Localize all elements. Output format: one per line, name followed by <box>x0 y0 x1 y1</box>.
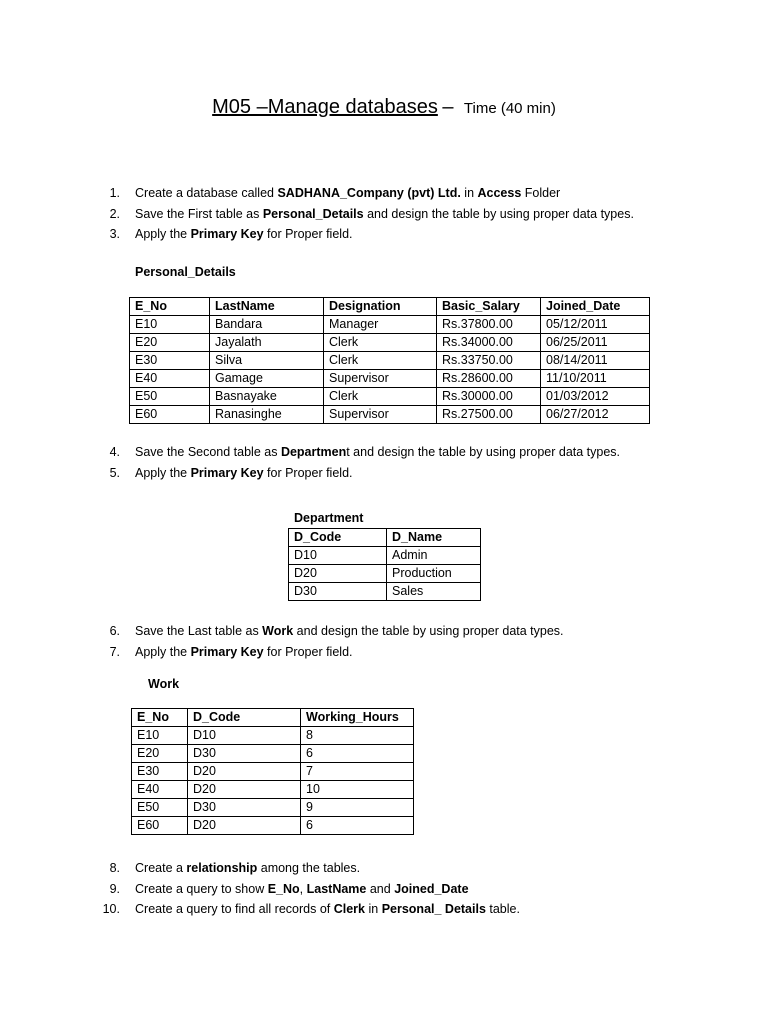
step-text-part: Create a <box>135 861 187 875</box>
table-row <box>130 370 650 388</box>
step-text-bold: relationship <box>186 861 258 875</box>
document-title <box>0 96 768 119</box>
step-text-part: Create a database called <box>135 186 278 200</box>
table-row <box>289 565 481 583</box>
step-text-part: Create a query to find all records of <box>135 902 334 916</box>
table-row <box>289 583 481 601</box>
work-cell: E40 <box>132 781 188 799</box>
step-number: 8. <box>109 861 120 875</box>
table-row <box>289 547 481 565</box>
step-text-part: Apply the <box>135 465 191 480</box>
step-number: 10. <box>102 902 120 916</box>
work-header-cell: Working_Hours <box>301 709 414 727</box>
personal-details-cell: Ranasinghe <box>210 406 324 424</box>
personal-details-cell: Clerk <box>324 352 437 370</box>
department-cell: D20 <box>289 565 387 583</box>
step-text-bold: Primary Key <box>190 465 264 480</box>
step-text <box>135 621 564 642</box>
step-number: 1. <box>109 186 120 200</box>
steps-list-2 <box>100 442 620 483</box>
step-text-bold: Personal_ Details <box>381 902 486 916</box>
step-number: 4. <box>109 445 120 459</box>
table-row <box>130 388 650 406</box>
work-caption: Work <box>148 677 180 691</box>
table-row <box>132 799 414 817</box>
step-text-bold: Primary Key <box>190 644 264 659</box>
personal-details-cell: E50 <box>130 388 210 406</box>
personal-details-cell: Manager <box>324 316 437 334</box>
step-text-part: t and design the table by using proper data types. <box>346 445 621 459</box>
work-header-cell: E_No <box>132 709 188 727</box>
step-text-bold: E_No <box>267 881 300 896</box>
department-cell: Production <box>387 565 481 583</box>
title-time: Time (40 min) <box>463 100 556 117</box>
work-header-cell: D_Code <box>188 709 301 727</box>
step-item <box>100 224 634 245</box>
personal-details-header-row <box>130 298 650 316</box>
step-text <box>135 463 353 484</box>
step-item <box>100 621 564 642</box>
personal-details-cell: Jayalath <box>210 334 324 352</box>
personal-details-cell: Clerk <box>324 388 437 406</box>
department-header-row <box>289 529 481 547</box>
table-row <box>130 334 650 352</box>
step-text-part: Apply the <box>135 644 191 659</box>
step-text-bold: Departmen <box>280 445 347 459</box>
work-cell: 10 <box>301 781 414 799</box>
step-number: 5. <box>109 465 120 480</box>
step-text-part: and design the table by using proper data types. <box>363 206 634 221</box>
step-text <box>135 224 353 245</box>
work-cell: 8 <box>301 727 414 745</box>
work-cell: D20 <box>188 781 301 799</box>
step-item <box>100 204 634 225</box>
work-cell: 6 <box>301 745 414 763</box>
step-text-bold: Primary Key <box>190 227 264 241</box>
work-cell: E10 <box>132 727 188 745</box>
step-text-part: for Proper field. <box>263 465 353 480</box>
personal-details-cell: 01/03/2012 <box>541 388 650 406</box>
personal-details-cell: 11/10/2011 <box>541 370 650 388</box>
work-cell: E60 <box>132 817 188 835</box>
step-item <box>100 879 520 900</box>
department-table <box>288 528 481 601</box>
step-text-part: Apply the <box>135 227 191 241</box>
step-text-part: Save the Second table as <box>135 445 281 459</box>
table-row <box>130 316 650 334</box>
step-item <box>100 442 620 463</box>
personal-details-header-cell: Basic_Salary <box>437 298 541 316</box>
work-cell: D30 <box>188 799 301 817</box>
personal-details-cell: Silva <box>210 352 324 370</box>
personal-details-cell: E60 <box>130 406 210 424</box>
personal-details-cell: E40 <box>130 370 210 388</box>
step-text-part: in <box>460 186 478 200</box>
step-text-part: for Proper field. <box>263 227 353 241</box>
step-text <box>135 858 360 879</box>
step-text-bold: Access <box>477 186 522 200</box>
personal-details-cell: Rs.33750.00 <box>437 352 541 370</box>
step-text <box>135 183 560 204</box>
step-text-part: table. <box>485 902 520 916</box>
step-text <box>135 879 469 900</box>
personal-details-cell: Gamage <box>210 370 324 388</box>
work-cell: E30 <box>132 763 188 781</box>
personal-details-table <box>129 297 650 424</box>
step-text-part: Folder <box>521 186 561 200</box>
step-text <box>135 442 620 463</box>
personal-details-cell: Supervisor <box>324 370 437 388</box>
table-row <box>132 745 414 763</box>
step-text-part: among the tables. <box>257 861 361 875</box>
work-cell: D20 <box>188 817 301 835</box>
work-cell: 7 <box>301 763 414 781</box>
step-number: 6. <box>109 624 120 638</box>
personal-details-cell: Rs.34000.00 <box>437 334 541 352</box>
table-row <box>132 781 414 799</box>
work-cell: D10 <box>188 727 301 745</box>
department-cell: D10 <box>289 547 387 565</box>
personal-details-header-cell: Joined_Date <box>541 298 650 316</box>
step-text <box>135 642 353 663</box>
personal-details-header-cell: LastName <box>210 298 324 316</box>
personal-details-caption: Personal_Details <box>135 265 236 279</box>
step-item <box>100 642 564 663</box>
personal-details-cell: E30 <box>130 352 210 370</box>
step-text-part: Save the First table as <box>135 206 263 221</box>
work-cell: E50 <box>132 799 188 817</box>
table-row <box>130 406 650 424</box>
department-caption: Department <box>294 511 364 525</box>
step-text-part: and <box>366 881 395 896</box>
steps-list-3 <box>100 621 564 662</box>
step-number: 9. <box>109 881 120 896</box>
step-text <box>135 204 634 225</box>
personal-details-cell: E10 <box>130 316 210 334</box>
department-cell: Admin <box>387 547 481 565</box>
step-number: 7. <box>109 644 120 659</box>
title-main: M05 –Manage databases <box>212 96 438 118</box>
work-header-row <box>132 709 414 727</box>
step-text <box>135 899 520 920</box>
work-cell: D30 <box>188 745 301 763</box>
work-cell: 6 <box>301 817 414 835</box>
step-item <box>100 899 520 920</box>
personal-details-cell: 08/14/2011 <box>541 352 650 370</box>
personal-details-header-cell: E_No <box>130 298 210 316</box>
work-table <box>131 708 414 835</box>
title-dash: – <box>442 96 454 118</box>
steps-list-4 <box>100 858 520 920</box>
step-number: 2. <box>109 206 120 221</box>
work-cell: E20 <box>132 745 188 763</box>
personal-details-cell: E20 <box>130 334 210 352</box>
step-text-bold: Joined_Date <box>394 881 469 896</box>
personal-details-cell: Basnayake <box>210 388 324 406</box>
personal-details-cell: Rs.30000.00 <box>437 388 541 406</box>
step-text-part: and design the table by using proper data types. <box>293 624 564 638</box>
personal-details-cell: 06/25/2011 <box>541 334 650 352</box>
table-row <box>132 763 414 781</box>
table-row <box>132 727 414 745</box>
step-text-bold: SADHANA_Company (pvt) Ltd. <box>277 186 461 200</box>
table-row <box>130 352 650 370</box>
personal-details-cell: 06/27/2012 <box>541 406 650 424</box>
step-item <box>100 183 634 204</box>
personal-details-cell: Rs.37800.00 <box>437 316 541 334</box>
step-text-bold: Clerk <box>333 902 365 916</box>
step-text-bold: LastName <box>306 881 367 896</box>
step-item <box>100 463 620 484</box>
table-row <box>132 817 414 835</box>
department-cell: Sales <box>387 583 481 601</box>
personal-details-cell: Rs.28600.00 <box>437 370 541 388</box>
department-cell: D30 <box>289 583 387 601</box>
step-text-part: , <box>299 881 307 896</box>
department-header-cell: D_Code <box>289 529 387 547</box>
work-cell: D20 <box>188 763 301 781</box>
department-header-cell: D_Name <box>387 529 481 547</box>
step-text-bold: Personal_Details <box>262 206 364 221</box>
step-number: 3. <box>109 227 120 241</box>
step-text-bold: Work <box>262 624 294 638</box>
steps-list-1 <box>100 183 634 245</box>
personal-details-cell: 05/12/2011 <box>541 316 650 334</box>
step-text-part: Create a query to show <box>135 881 268 896</box>
step-text-part: in <box>365 902 382 916</box>
step-text-part: Save the Last table as <box>135 624 263 638</box>
step-text-part: for Proper field. <box>263 644 353 659</box>
work-cell: 9 <box>301 799 414 817</box>
personal-details-cell: Bandara <box>210 316 324 334</box>
personal-details-cell: Supervisor <box>324 406 437 424</box>
personal-details-cell: Clerk <box>324 334 437 352</box>
personal-details-cell: Rs.27500.00 <box>437 406 541 424</box>
step-item <box>100 858 520 879</box>
personal-details-header-cell: Designation <box>324 298 437 316</box>
